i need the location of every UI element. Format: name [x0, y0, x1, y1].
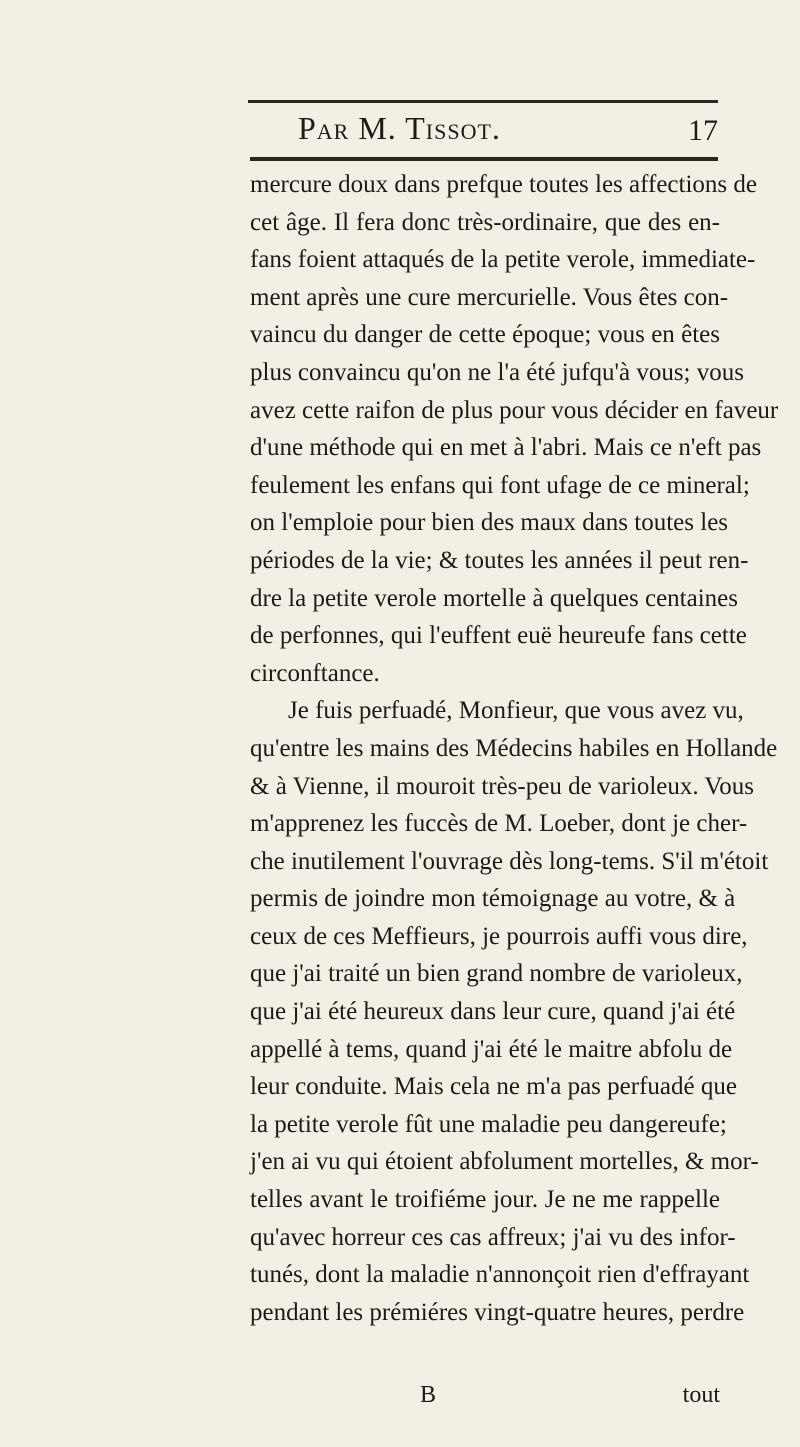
text-line: mercure doux dans prefque toutes les affections de — [250, 171, 757, 198]
body-text — [250, 166, 779, 1331]
text-line: avez cette raifon de plus pour vous décider en faveur — [250, 396, 779, 424]
text-line: fans foient attaqués de la petite verole, immediate- — [250, 246, 756, 274]
text-line: telles avant le troifiéme jour. Je ne me rappelle — [250, 1186, 720, 1214]
text-line: la petite verole fût une maladie peu dangereufe; — [250, 1110, 727, 1138]
text-line: che inutilement l'ouvrage dès long-tems. S'il m'étoit — [250, 847, 769, 875]
signature-mark: B — [420, 1382, 437, 1408]
text-line: cet âge. Il fera donc très-ordinaire, que des en- — [250, 208, 720, 236]
text-line: que j'ai été heureux dans leur cure, quand j'ai été — [250, 998, 736, 1026]
text-line: vaincu du danger de cette époque; vous en êtes — [250, 321, 720, 349]
text-line: que j'ai traité un bien grand nombre de varioleux, — [250, 960, 743, 988]
catchword: tout — [682, 1382, 720, 1408]
text-line: qu'avec horreur ces cas affreux; j'ai vu des infor- — [250, 1223, 736, 1251]
text-line: m'apprenez les fuccès de M. Loeber, dont je cher- — [250, 810, 748, 838]
text-line: qu'entre les mains des Médecins habiles en Hollande — [250, 734, 778, 762]
text-line: feulement les enfans qui font ufage de ce mineral; — [250, 471, 750, 499]
text-line: permis de joindre mon témoignage au votre, & à — [250, 885, 736, 913]
text-line: plus convaincu qu'on ne l'a été jufqu'à vous; vous — [250, 358, 744, 386]
text-line: on l'emploie pour bien des maux dans toutes les — [250, 509, 729, 537]
text-line: d'une méthode qui en met à l'abri. Mais ce n'eft pas — [250, 434, 762, 462]
text-line: circonftance. — [250, 659, 380, 687]
running-head: Par M. Tissot. — [298, 110, 501, 146]
text-line: & à Vienne, il mouroit très-peu de varioleux. Vous — [250, 772, 754, 800]
text-line: j'en ai vu qui étoient abfolument mortelles, & mor- — [250, 1148, 759, 1176]
page-number: 17 — [688, 114, 718, 147]
text-line: dre la petite verole mortelle à quelques centaines — [250, 584, 738, 612]
top-rule — [248, 100, 718, 103]
text-line: de perfonnes, qui l'euffent euë heureufe fans cette — [250, 622, 747, 650]
page-header — [248, 110, 718, 154]
text-line: ment après une cure mercurielle. Vous êtes con- — [250, 283, 729, 311]
text-line: Je fuis perfuadé, Monfieur, que vous avez vu, — [288, 697, 744, 725]
page-footer — [250, 1382, 720, 1422]
text-line: tunés, dont la maladie n'annonçoit rien d'effrayant — [250, 1261, 750, 1289]
text-line: pendant les prémiéres vingt-quatre heures, perdre — [250, 1298, 745, 1326]
text-line: appellé à tems, quand j'ai été le maitre abfolu de — [250, 1035, 733, 1063]
header-rule — [250, 157, 718, 161]
text-line: périodes de la vie; & toutes les années il peut ren- — [250, 546, 749, 574]
text-line: leur conduite. Mais cela ne m'a pas perfuadé que — [250, 1073, 737, 1101]
text-line: ceux de ces Meffieurs, je pourrois auffi vous dire, — [250, 922, 748, 950]
